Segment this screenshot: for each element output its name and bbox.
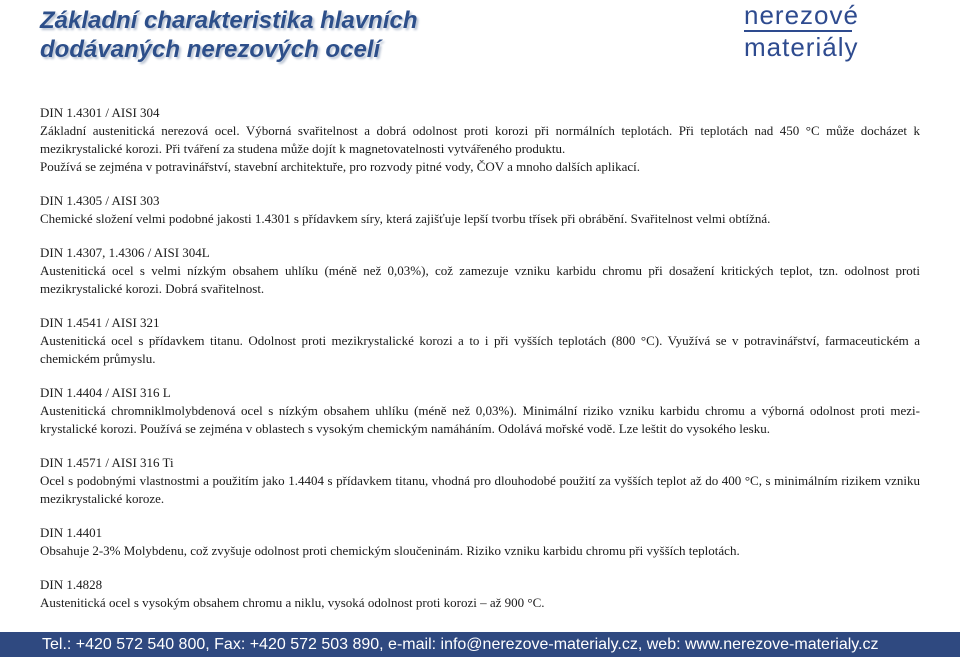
steel-grades-list xyxy=(40,104,920,628)
grade-description: Austenitická ocel s přídavkem titanu. Odolnost proti mezikrystalické korozi a to i při vyšších teplotách (800 °C). Využívá se v potravinářství, farmaceutickém a chemickém průmyslu. xyxy=(40,333,920,366)
grade-title: DIN 1.4571 / AISI 316 Ti xyxy=(40,455,174,470)
page-title-line-2: dodávaných nerezových ocelí xyxy=(40,36,381,63)
grade-section-1-4307 xyxy=(40,244,920,298)
grade-title: DIN 1.4828 xyxy=(40,577,103,592)
grade-section-1-4305 xyxy=(40,192,920,228)
grade-description: Austenitická chromniklmolybdenová ocel s nízkým obsahem uhlíku (méně než 0,03%). Minimální riziko vzniku karbidu chromu a výborná odolnost proti mezi-krystalické korozi. Používá se zejména v oblastech s vysokým chemickým namáháním. Odolává mořské vodě. Lze leštit do vysokého lesku. xyxy=(40,403,920,436)
company-logo xyxy=(740,2,920,64)
footer-contact-text: Tel.: +420 572 540 800, Fax: +420 572 503 890, e-mail: info@nerezove-materialy.cz, web: www.nerezove-materialy.cz xyxy=(42,636,879,653)
grade-description-paragraph: Základní austenitická nerezová ocel. Výborná svařitelnost a dobrá odolnost proti korozi při normálních teplotách. Při teplotách nad 450 °C může docházet k mezikrystalické korozi. Při tváření za studena může dojít k magnetovatelnosti vytvářeného produktu. xyxy=(40,123,920,156)
page-title xyxy=(40,6,660,64)
grade-section-1-4404 xyxy=(40,384,920,438)
page-header xyxy=(0,0,960,80)
grade-title: DIN 1.4305 / AISI 303 xyxy=(40,193,160,208)
grade-description: Austenitická ocel s vysokým obsahem chromu a niklu, vysoká odolnost proti korozi – až 900 °C. xyxy=(40,595,545,610)
grade-title: DIN 1.4541 / AISI 321 xyxy=(40,315,160,330)
grade-description-paragraph: Používá se zejména v potravinářství, stavební architektuře, pro rozvody pitné vody, ČOV a mnoho dalších aplikací. xyxy=(40,159,641,174)
logo-text-bottom: materiály xyxy=(744,32,859,62)
grade-section-1-4828 xyxy=(40,576,920,612)
contact-footer xyxy=(0,632,960,657)
grade-title: DIN 1.4404 / AISI 316 L xyxy=(40,385,171,400)
grade-description: Austenitická ocel s velmi nízkým obsahem uhlíku (méně než 0,03%), což zamezuje vzniku karbidu chromu při dosažení kritických teplot, tzn. odolnost proti mezikrystalické korozi. Dobrá svařitelnost. xyxy=(40,263,920,296)
grade-section-1-4401 xyxy=(40,524,920,560)
grade-section-1-4541 xyxy=(40,314,920,368)
page-title-line-1: Základní charakteristika hlavních xyxy=(40,7,418,34)
grade-description: Obsahuje 2-3% Molybdenu, což zvyšuje odolnost proti chemickým sloučeninám. Riziko vzniku karbidu chromu při vyšších teplotách. xyxy=(40,543,740,558)
grade-title: DIN 1.4401 xyxy=(40,525,103,540)
grade-description xyxy=(40,122,920,176)
grade-description: Ocel s podobnými vlastnostmi a použitím jako 1.4404 s přídavkem titanu, vhodná pro dlouhodobé použití za vyšších teplot až do 400 °C, s minimálním rizikem vzniku mezikrystalické koroze. xyxy=(40,473,920,506)
logo-text-top: nerezové xyxy=(744,0,859,30)
grade-description: Chemické složení velmi podobné jakosti 1.4301 s přídavkem síry, která zajišťuje lepší tvorbu třísek při obrábění. Svařitelnost velmi obtížná. xyxy=(40,211,771,226)
grade-section-1-4571 xyxy=(40,454,920,508)
grade-title: DIN 1.4301 / AISI 304 xyxy=(40,105,160,120)
grade-section-1-4301 xyxy=(40,104,920,176)
grade-title: DIN 1.4307, 1.4306 / AISI 304L xyxy=(40,245,210,260)
